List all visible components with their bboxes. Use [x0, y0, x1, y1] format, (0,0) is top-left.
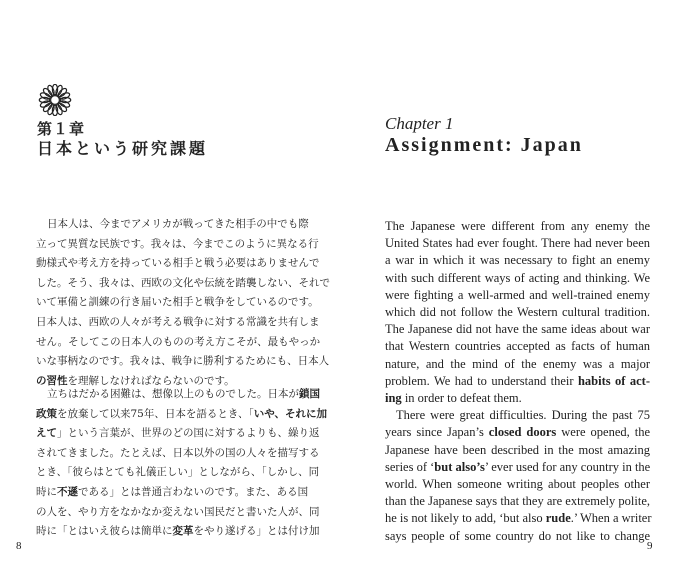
text-line: 日本人は、今までアメリカが戦ってきた相手の中でも際: [47, 218, 309, 230]
text-line: 時に不遜である」とは普通言わないのです。また、ある国: [36, 485, 309, 498]
text-line: の習性を理解しなければならないのです。: [36, 374, 235, 387]
bold-term: えて: [36, 427, 57, 440]
text-line: 時に「とはいえ彼らは簡単に変革をやり遂げる」とは付け加: [36, 525, 320, 538]
jp-paragraph-2: [36, 385, 327, 542]
text-line: says people of some country do not like to change: [385, 528, 650, 543]
text-line: that Western countries accepted as facts of human: [385, 339, 650, 354]
text-line: Japanese have been described in the most amazing: [385, 442, 650, 457]
chrysanthemum-crest-icon: [37, 84, 73, 116]
text-line: の人を、やり方をなかなか変えない国民だと書いた人が、同: [36, 505, 320, 518]
jp-paragraph-1: [36, 215, 330, 391]
text-line: which did not follow the Western cultural tradition.: [385, 305, 650, 320]
text-line: United States had ever fought. There had never been: [385, 236, 650, 251]
text-line: There were great difficulties. During the past 75: [396, 408, 650, 423]
bold-term: 不遜: [57, 485, 78, 498]
text-line: 日本人は、西欧の人々が考える戦争に対する常識を共有しま: [36, 315, 320, 328]
text-line: were fighting a well-armed and well-trained enemy: [385, 287, 650, 302]
bold-term: habits of act-: [577, 373, 650, 388]
text-line: した。そう、我々は、西欧の文化や伝統を踏襲しない、それで: [36, 276, 330, 289]
page-number-left: 8: [16, 540, 22, 552]
text-line: いて軍備と訓練の行き届いた相手と戦争をしているのです。: [36, 296, 319, 309]
text-line: とき、「彼らはとても礼儀正しい」としながら、「しかし、同: [36, 466, 320, 479]
chapter-label-jp: 第１章: [37, 120, 86, 138]
page-number-right: 9: [647, 540, 653, 552]
bold-term: rude: [545, 511, 571, 526]
bold-term: 政策: [36, 407, 57, 420]
text-line: than the Japanese says that they are extremely polite,: [385, 494, 650, 509]
text-line: えて」という言葉が、世界のどの国に対するよりも、繰り返: [36, 427, 320, 440]
text-line: years since Japan’s closed doors were opened, the: [385, 425, 650, 440]
text-line: The Japanese were different from any enemy the: [385, 219, 650, 233]
text-line: nature, and the mind of the enemy was a major: [385, 356, 650, 371]
text-line: The Japanese did not have the same ideas about war: [385, 322, 650, 337]
text-line: series of ‘but also’s’ ever used for any country in the: [385, 459, 651, 474]
text-line: with such different ways of acting and thinking. We: [385, 270, 650, 285]
bold-term: いや、それに加: [253, 407, 327, 420]
chapter-title-en: Assignment: Japan: [385, 134, 583, 156]
text-line: he is not likely to add, ‘but also rude.’ When a writer: [385, 511, 652, 526]
right-page: [339, 0, 678, 566]
bold-term: 鎖国: [299, 388, 320, 400]
bold-term: 変革: [172, 525, 194, 538]
bold-term: の習性: [36, 374, 68, 387]
text-line: 政策を放棄して以来75年、日本を語るとき、「いや、それに加: [36, 407, 327, 420]
text-line: 立って異質な民族です。我々は、今までこのように異なる行: [36, 237, 319, 250]
text-line: world. When someone writing about peoples other: [385, 477, 650, 492]
text-line: せん。そしてこの日本人のものの考え方こそが、最もやっか: [36, 335, 321, 348]
text-line: 立ちはだかる困難は、想像以上のものでした。日本が鎖国: [47, 388, 320, 400]
text-line: a war in which it was necessary to fight an enemy: [385, 253, 650, 268]
text-line: ing in order to defeat them.: [385, 391, 522, 406]
text-line: いな事柄なのです。我々は、戦争に勝利するためにも、日本人: [36, 355, 330, 368]
text-line: 動様式や考え方を持っている相手と戦う必要はありませんで: [36, 257, 320, 270]
chapter-label-en: Chapter 1: [385, 114, 454, 133]
text-line: されてきました。たとえば、日本以外の国の人々を描写する: [36, 446, 320, 459]
chapter-title-jp: 日本という研究課題: [37, 139, 209, 158]
en-body: [385, 218, 650, 545]
bold-term: ing: [385, 391, 402, 406]
text-line: problem. We had to understand their habits of act-: [385, 373, 650, 388]
bold-term: closed doors: [488, 425, 557, 440]
bold-term: but also’s: [434, 459, 485, 474]
